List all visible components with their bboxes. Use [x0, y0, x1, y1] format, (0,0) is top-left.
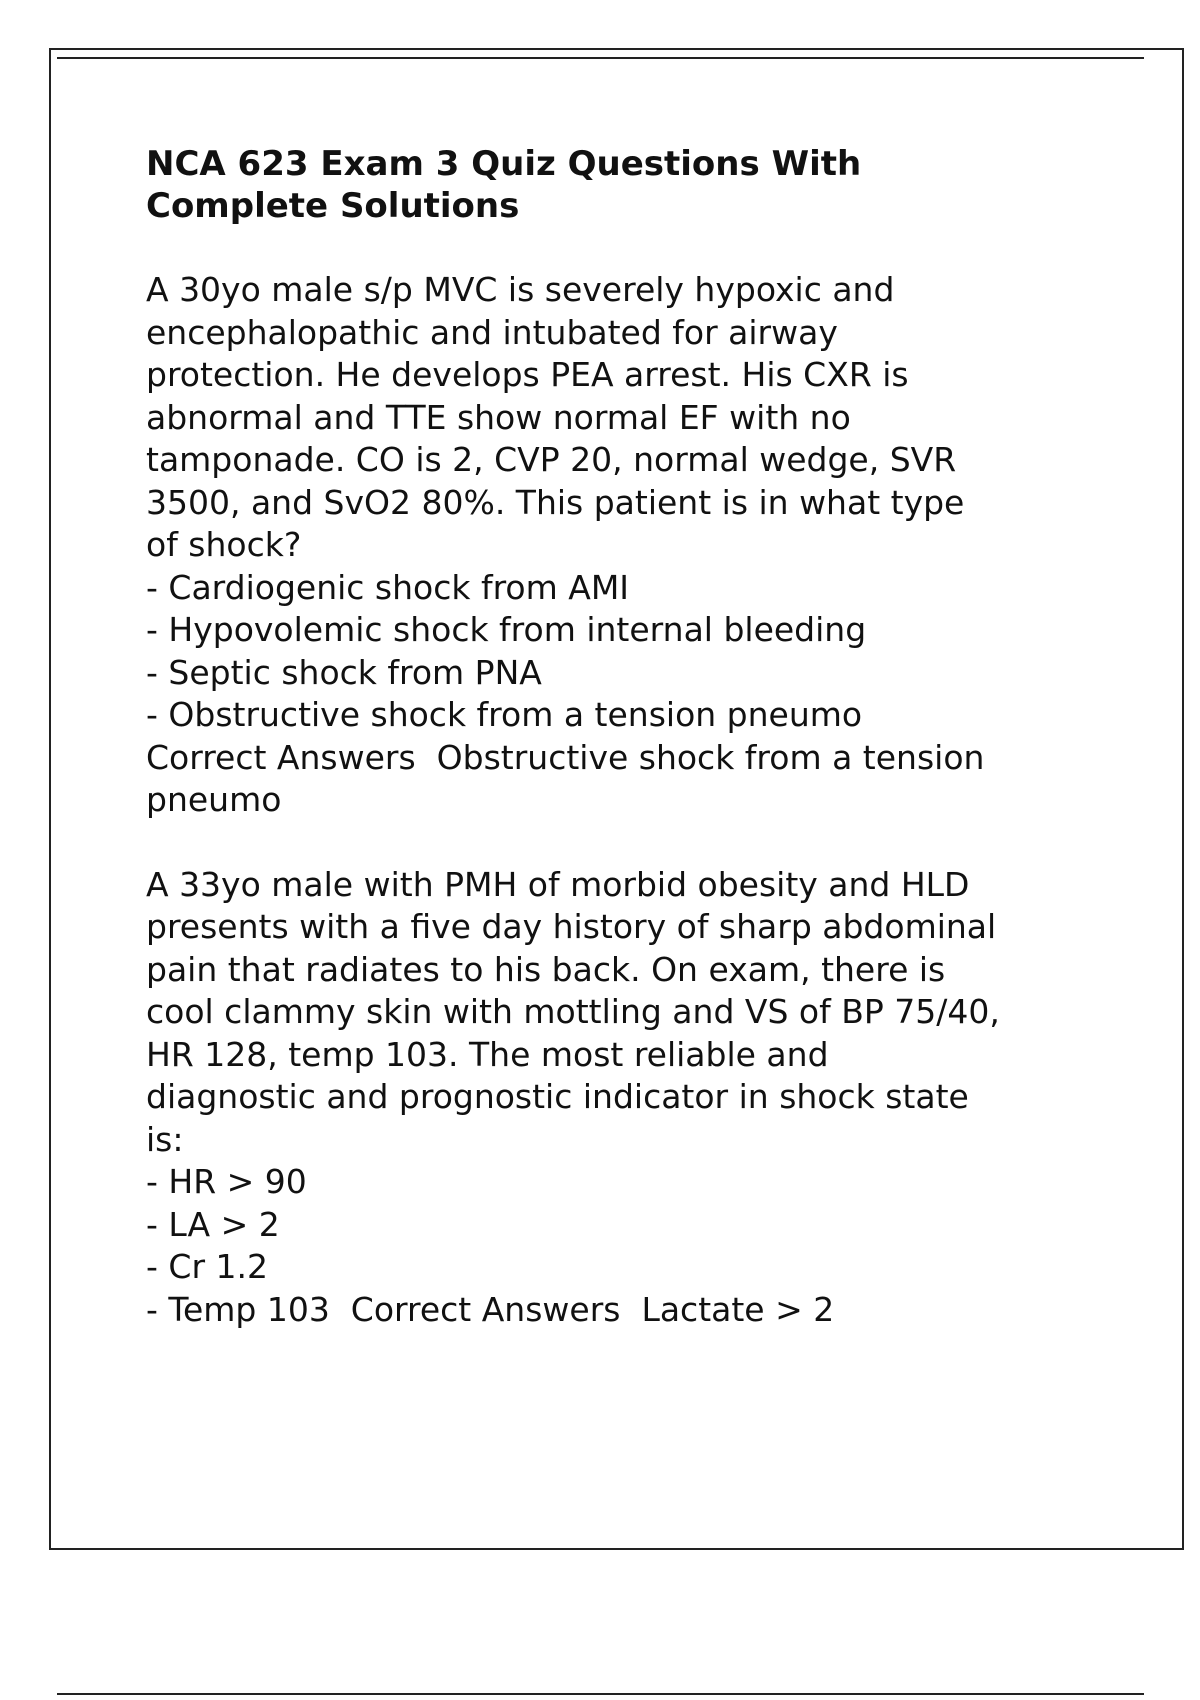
title-line: NCA 623 Exam 3 Quiz Questions With — [146, 144, 862, 184]
question-1-option: - Septic shock from PNA — [146, 652, 542, 692]
question-2-stem: diagnostic and prognostic indicator in shock state — [146, 1077, 969, 1116]
question-2-stem: A 33yo male with PMH of morbid obesity and HLD — [146, 864, 970, 904]
question-1-stem: tamponade. CO is 2, CVP 20, normal wedge, SVR — [146, 440, 957, 479]
document-body — [146, 143, 1106, 1373]
question-1-stem: of shock? — [146, 525, 302, 564]
question-2-stem: HR 128, temp 103. The most reliable and — [146, 1034, 829, 1074]
question-2-stem: presents with a five day history of sharp abdominal — [146, 907, 997, 946]
question-1-stem: 3500, and SvO2 80%. This patient is in what type — [146, 482, 965, 522]
question-1-stem: abnormal and TTE show normal EF with no — [146, 397, 851, 437]
document-title — [146, 143, 1106, 227]
question-2-stem: is: — [146, 1119, 184, 1159]
question-1-answer: Correct Answers Obstructive shock from a tension — [146, 737, 985, 777]
question-1-answer: pneumo — [146, 780, 282, 819]
question-1-option: - Cardiogenic shock from AMI — [146, 567, 630, 607]
question-1-stem: A 30yo male s/p MVC is severely hypoxic and — [146, 270, 895, 309]
question-1 — [146, 269, 1106, 822]
question-1-stem: protection. He develops PEA arrest. His CXR is — [146, 355, 909, 394]
question-2-answer: - Temp 103 Correct Answers Lactate > 2 — [146, 1289, 835, 1329]
question-1-option: - Hypovolemic shock from internal bleeding — [146, 610, 867, 649]
question-2-option: - LA > 2 — [146, 1204, 280, 1244]
question-2-option: - Cr 1.2 — [146, 1247, 268, 1286]
question-2-stem: cool clammy skin with mottling and VS of BP 75/40, — [146, 992, 1000, 1031]
question-2-stem: pain that radiates to his back. On exam, there is — [146, 949, 946, 989]
title-line: Complete Solutions — [146, 186, 520, 226]
question-2-option: - HR > 90 — [146, 1162, 307, 1201]
top-rule — [57, 57, 1144, 59]
bottom-rule — [57, 1693, 1144, 1695]
question-1-option: - Obstructive shock from a tension pneumo — [146, 695, 863, 734]
question-2 — [146, 864, 1106, 1332]
question-1-stem: encephalopathic and intubated for airway — [146, 312, 838, 352]
